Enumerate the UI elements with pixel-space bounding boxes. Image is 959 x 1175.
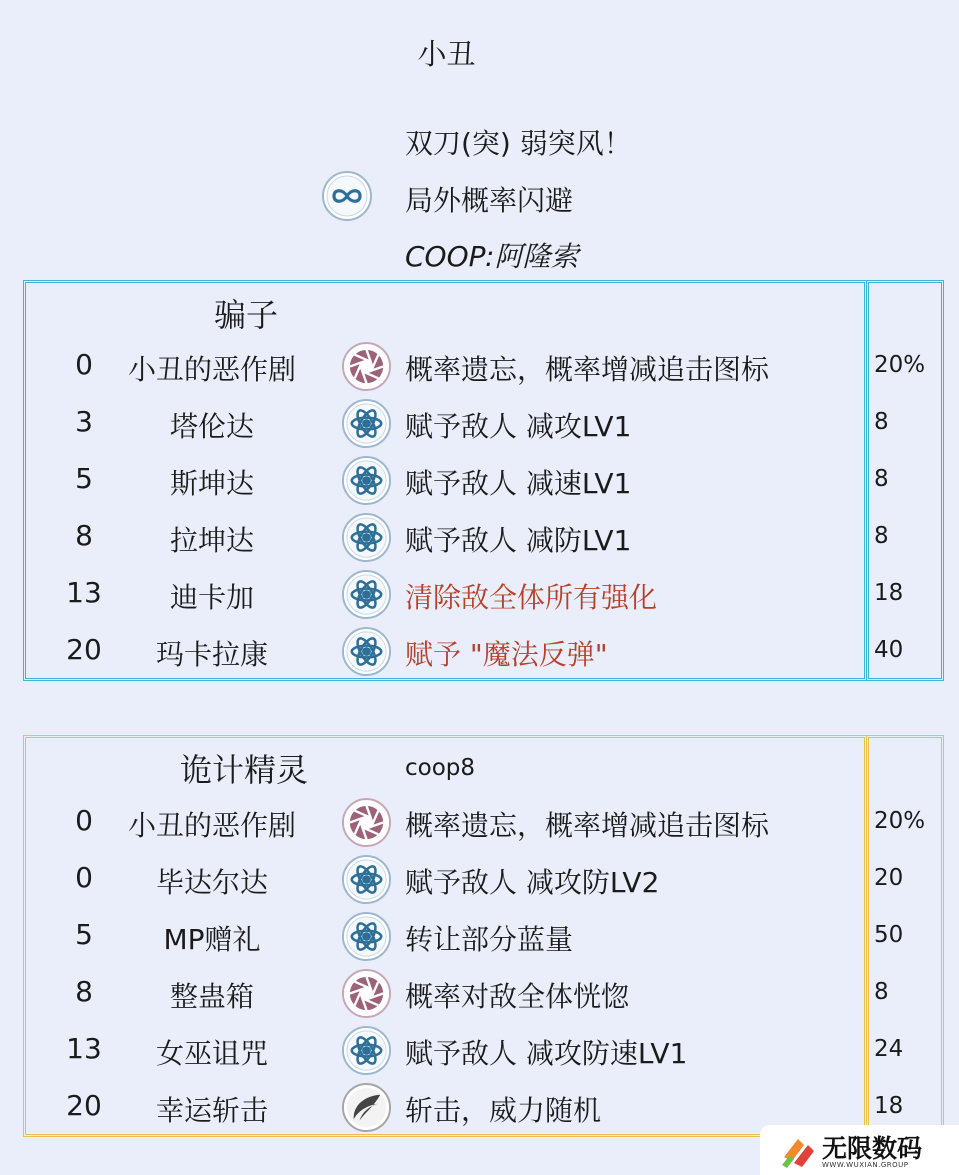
- skill-description: 概率遗忘，概率增减追击图标: [405, 809, 770, 842]
- skill-row: [0, 908, 959, 965]
- watermark: [760, 1125, 959, 1175]
- skill-value: 18: [874, 1093, 904, 1119]
- skill-description: 赋予敌人 减攻防LV2: [405, 866, 660, 899]
- skill-description: 概率遗忘，概率增减追击图标: [405, 353, 770, 386]
- skill-description: 转让部分蓝量: [405, 923, 574, 956]
- section-title: 诡计精灵: [180, 751, 309, 789]
- skill-level: 5: [75, 918, 93, 951]
- skill-description: 赋予敌人 减攻防速LV1: [405, 1037, 688, 1070]
- skill-row: [0, 794, 959, 851]
- skill-level: 0: [75, 861, 93, 894]
- skill-name: 小丑的恶作剧: [127, 809, 296, 842]
- skill-level: 0: [75, 348, 93, 381]
- skill-name: 整蛊箱: [169, 980, 254, 1013]
- skill-value: 20: [874, 865, 904, 891]
- skill-value: 8: [874, 409, 889, 435]
- skill-level: 3: [75, 405, 93, 438]
- skill-description: 赋予敌人 减防LV1: [405, 524, 632, 557]
- atom-icon: [341, 1025, 392, 1076]
- skill-name: 塔伦达: [169, 410, 254, 443]
- section-title: 骗子: [214, 296, 279, 334]
- page-title: 小丑: [417, 37, 476, 71]
- skill-row: [0, 965, 959, 1022]
- coop-note: coop8: [405, 755, 476, 781]
- skill-name: 迪卡加: [169, 581, 254, 614]
- skill-description: 赋予 "魔法反弹": [405, 638, 608, 671]
- skill-value: 20%: [874, 808, 926, 834]
- skill-value: 18: [874, 580, 904, 606]
- skill-level: 8: [75, 975, 93, 1008]
- skill-value: 20%: [874, 352, 926, 378]
- atom-icon: [341, 911, 392, 962]
- skill-level: 0: [75, 804, 93, 837]
- slash-icon: [341, 1082, 392, 1133]
- skill-description: 斩击，威力随机: [405, 1094, 602, 1127]
- skill-value: 50: [874, 922, 904, 948]
- watermark-text: 无限数码: [822, 1134, 923, 1163]
- skill-name: 斯坤达: [169, 467, 254, 500]
- skill-name: 毕达尔达: [155, 866, 268, 899]
- skill-level: 13: [66, 576, 102, 609]
- skill-name: 女巫诅咒: [155, 1037, 268, 1070]
- skill-row: [0, 1022, 959, 1079]
- brand-logo-icon: [778, 1131, 818, 1171]
- skill-value: 24: [874, 1036, 904, 1062]
- coop-info: COOP:阿隆索: [405, 240, 579, 273]
- pink-shutter-icon: [341, 797, 392, 848]
- skill-description: 赋予敌人 减速LV1: [405, 467, 632, 500]
- skill-name: 幸运斩击: [155, 1094, 268, 1127]
- skill-name: MP赠礼: [163, 923, 261, 956]
- skill-level: 8: [75, 519, 93, 552]
- skill-name: 小丑的恶作剧: [127, 353, 296, 386]
- pink-shutter-icon: [341, 968, 392, 1019]
- skill-value: 8: [874, 466, 889, 492]
- skill-row: [0, 851, 959, 908]
- skill-value: 8: [874, 979, 889, 1005]
- skill-level: 5: [75, 462, 93, 495]
- atom-icon: [341, 854, 392, 905]
- skill-value: 40: [874, 637, 904, 663]
- skill-level: 20: [66, 1089, 102, 1122]
- watermark-url: WWW.WUXIAN.GROUP: [822, 1161, 909, 1169]
- skill-description: 清除敌全体所有强化: [405, 581, 658, 614]
- skill-description: 赋予敌人 减攻LV1: [405, 410, 632, 443]
- skill-level: 20: [66, 633, 102, 666]
- weapon-info: 双刀(突) 弱突风！: [405, 127, 632, 160]
- passive-info: 局外概率闪避: [405, 184, 574, 217]
- skill-value: 8: [874, 523, 889, 549]
- skill-level: 13: [66, 1032, 102, 1065]
- skill-name: 拉坤达: [169, 524, 254, 557]
- skill-name: 玛卡拉康: [155, 638, 268, 671]
- skill-description: 概率对敌全体恍惚: [405, 980, 630, 1013]
